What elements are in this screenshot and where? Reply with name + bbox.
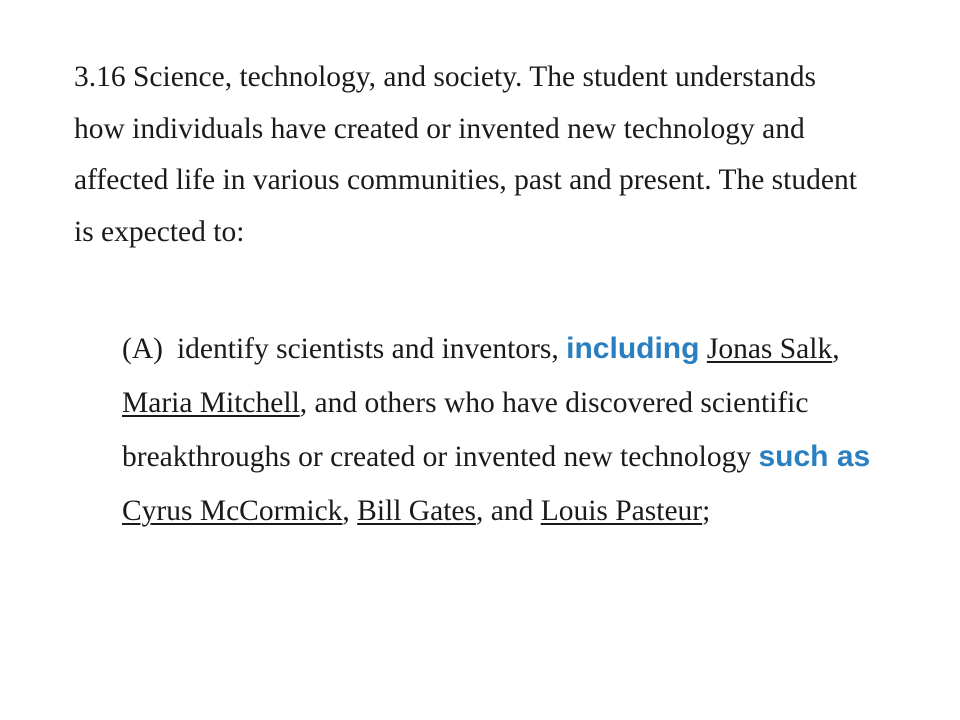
name-maria-mitchell: Maria Mitchell bbox=[122, 387, 300, 419]
name-cyrus-mccormick: Cyrus McCormick bbox=[122, 495, 343, 527]
separator-1: , bbox=[832, 333, 840, 365]
separator-2: , bbox=[342, 495, 358, 527]
name-bill-gates: Bill Gates bbox=[357, 495, 476, 527]
expectation-intro: identify scientists and inventors, bbox=[176, 333, 559, 365]
expectation-middle: , and others who have discovered scientific breakthroughs or created or invented new technology bbox=[122, 387, 809, 473]
emphasis-such-as: such as bbox=[758, 440, 871, 473]
expectation-label: (A) bbox=[122, 333, 163, 365]
separator-3: , and bbox=[475, 495, 541, 527]
standard-statement: 3.16 Science, technology, and society. The student understands how individuals have created or invented new technology and affected life in various communities, past and present. The student is expected to: bbox=[74, 61, 857, 248]
emphasis-including: including bbox=[566, 332, 700, 365]
student-expectation-a bbox=[122, 322, 882, 538]
name-jonas-salk: Jonas Salk bbox=[706, 333, 833, 365]
expectation-end: ; bbox=[702, 495, 711, 527]
name-louis-pasteur: Louis Pasteur bbox=[540, 495, 703, 527]
